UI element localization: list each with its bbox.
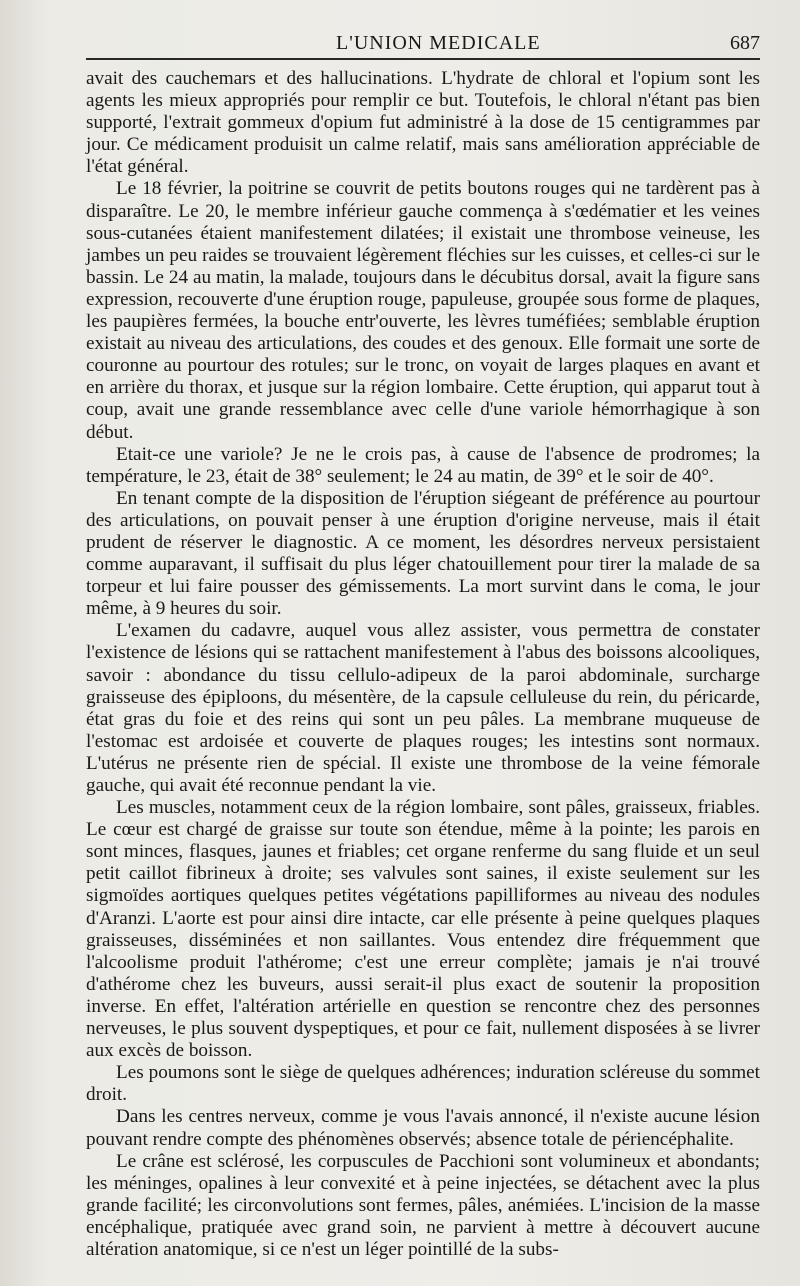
paragraph: Les poumons sont le siège de quelques adhérences; induration scléreuse du sommet droit. [86, 1062, 760, 1106]
paragraph: Les muscles, notamment ceux de la région lombaire, sont pâles, graisseux, friables. Le cœur est chargé de graisse sur toute son étendue, même à la pointe; les parois en sont minces, flasques, jaunes et friables; cet organe renferme du sang fluide et un seul petit caillot fibrineux à droite; ses valvules sont saines, il existe seulement sur les sigmoïdes aortiques quelques petites végétations papilliformes au niveau des nodules d'Aranzi. L'aorte est pour ainsi dire intacte, car elle présente à peine quelques plaques graisseuses, disséminées et non saillantes. Vous entendez dire fréquemment que l'alcoolisme produit l'athérome; c'est une erreur complète; jamais je n'ai trouvé d'athérome chez les buveurs, aussi serait-il plus exact de soutenir la proposition inverse. En effet, l'altération artérielle en question se rencontre chez des personnes nerveuses, le plus souvent dyspeptiques, et pour ce fait, nullement disposées à se livrer aux excès de boisson. [86, 797, 760, 1062]
paragraph: Dans les centres nerveux, comme je vous l'avais annoncé, il n'existe aucune lésion pouvant rendre compte des phénomènes observés; absence totale de périencéphalite. [86, 1106, 760, 1150]
page-number: 687 [730, 32, 760, 54]
paragraph: En tenant compte de la disposition de l'éruption siégeant de préférence au pourtour des articulations, on pouvait penser à une éruption d'origine nerveuse, mais il était prudent de réserver le diagnostic. A ce moment, les désordres nerveux persistaient comme auparavant, il suffisait du plus léger chatouillement pour tirer la malade de sa torpeur et lui faire pousser des gémissements. La mort survint dans le coma, le jour même, à 9 heures du soir. [86, 487, 760, 620]
paragraph: Etait-ce une variole? Je ne le crois pas, à cause de l'absence de prodromes; la température, le 23, était de 38° seulement; le 24 au matin, de 39° et le soir de 40°. [86, 443, 760, 487]
body-text [86, 68, 760, 1261]
paragraph: Le crâne est sclérosé, les corpuscules de Pacchioni sont volumineux et abondants; les méninges, opalines à leur convexité et à peine injectées, se détachent avec la plus grande facilité; les circonvolutions sont fermes, pâles, anémiées. L'incision de la masse encéphalique, pratiquée avec grand soin, ne parvient à mettre à découvert aucune altération anatomique, si ce n'est un léger pointillé de la subs- [86, 1150, 760, 1260]
paragraph: Le 18 février, la poitrine se couvrit de petits boutons rouges qui ne tardèrent pas à disparaître. Le 20, le membre inférieur gauche commença à s'œdématier et les veines sous-cutanées étaient manifestement dilatées; il existait une thrombose veineuse, les jambes un peu raides se trouvaient légèrement fléchies sur les cuisses, et celles-ci sur le bassin. Le 24 au matin, la malade, toujours dans le décubitus dorsal, avait la figure sans expression, recouverte d'une éruption rouge, papuleuse, groupée sous forme de plaques, les paupières fermées, la bouche entr'ouverte, les lèvres tuméfiées; semblable éruption existait au niveau des articulations, des coudes et des genoux. Elle formait une sorte de couronne au pourtour des rotules; sur le tronc, on voyait de larges plaques en avant et en arrière du thorax, et jusque sur la région lombaire. Cette éruption, qui apparut tout à coup, avait une grande ressemblance avec celle d'une variole hémorrhagique à son début. [86, 178, 760, 443]
paragraph: L'examen du cadavre, auquel vous allez assister, vous permettra de constater l'existence de lésions qui se rattachent manifestement à l'abus des boissons alcooliques, savoir : abondance du tissu cellulo-adipeux de la paroi abdominale, surcharge graisseuse des épiploons, du mésentère, de la capsule celluleuse du rein, du péricarde, état gras du foie et des reins qui sont un peu pâles. La membrane muqueuse de l'estomac est ardoisée et couverte de plaques rouges; les intestins sont normaux. L'utérus ne présente rien de spécial. Il existe une thrombose de la veine fémorale gauche, qui avait été reconnue pendant la vie. [86, 620, 760, 796]
page-header [86, 30, 760, 60]
paragraph: avait des cauchemars et des hallucinations. L'hydrate de chloral et l'opium sont les agents les mieux appropriés pour remplir ce but. Toutefois, le chloral n'étant pas bien supporté, l'extrait gommeux d'opium fut administré à la dose de 15 centigrammes par jour. Ce médicament produisit un calme relatif, mais sans amélioration appréciable de l'état général. [86, 68, 760, 178]
running-title: L'UNION MEDICALE [336, 32, 541, 54]
